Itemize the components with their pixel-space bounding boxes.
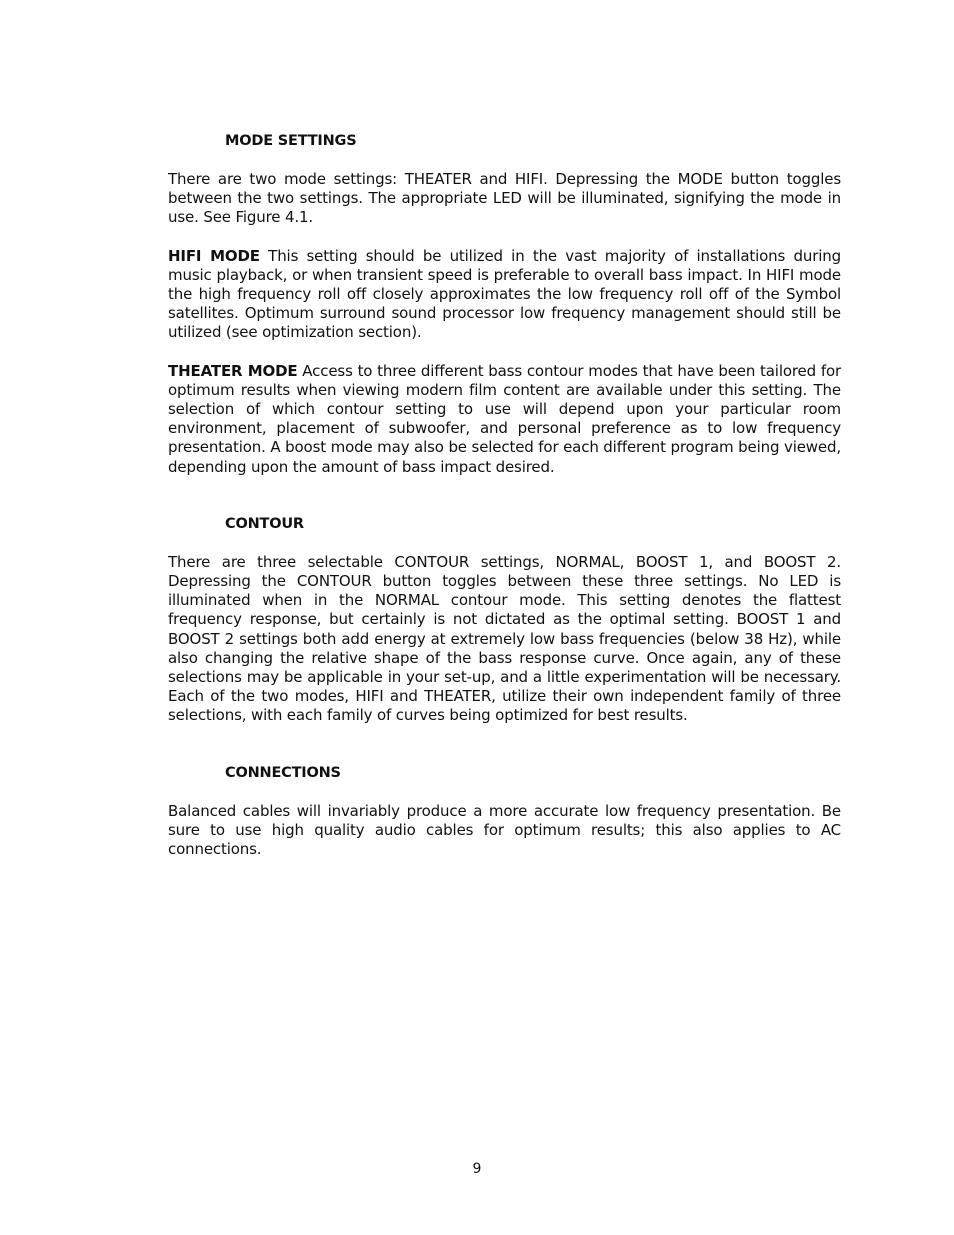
page-number: 9 bbox=[472, 1161, 482, 1177]
mode-settings-paragraph bbox=[168, 170, 841, 228]
section-heading-connections: CONNECTIONS bbox=[225, 764, 341, 781]
paragraph-text: There are three selectable CONTOUR settings, NORMAL, BOOST 1, and BOOST 2. Depressing the CONTOUR button toggles between these three settings. No LED is illuminated when in the NORMAL contour mode. This setting denotes the flattest frequency response, but certainly is not dictated as the optimal setting. BOOST 1 and BOOST 2 settings both add energy at extremely low bass frequencies (below 38 Hz), while also changing the relative shape of the bass response curve. Once again, any of these selections may be applicable in your set-up, and a little experimentation will be necessary. Each of the two modes, HIFI and THEATER, utilize their own independent family of three selections, with each family of curves being optimized for best results. bbox=[168, 552, 841, 725]
paragraph-text: Access to three different bass contour modes that have been tailored for optimum results when viewing modern film content are available under this setting. The selection of which contour setting to use will depend upon your particular room environment, placement of subwoofer, and personal preference as to low frequency presentation. A boost mode may also be selected for each different program being viewed, depending upon the amount of bass impact desired. bbox=[168, 361, 841, 476]
paragraph-text: There are two mode settings: THEATER and HIFI. Depressing the MODE button toggles between the two settings. The appropriate LED will be illuminated, signifying the mode in use. See Figure 4.1. bbox=[168, 170, 841, 227]
page-content bbox=[168, 132, 841, 859]
theater-mode-paragraph bbox=[168, 362, 841, 477]
hifi-mode-lead: HIFI MODE bbox=[168, 246, 260, 265]
theater-mode-lead: THEATER MODE bbox=[168, 361, 298, 380]
connections-paragraph bbox=[168, 802, 841, 860]
contour-paragraph bbox=[168, 553, 841, 726]
section-heading-contour: CONTOUR bbox=[225, 515, 304, 532]
paragraph-text: Balanced cables will invariably produce a more accurate low frequency presentation. Be sure to use high quality audio cables for optimum results; this also applies to AC connections. bbox=[168, 801, 841, 859]
hifi-mode-paragraph bbox=[168, 247, 841, 343]
paragraph-text: This setting should be utilized in the vast majority of installations during music playback, or when transient speed is preferable to overall bass impact. In HIFI mode the high frequency roll off closely approximates the low frequency roll off of the Symbol satellites. Optimum surround sound processor low frequency management should still be utilized (see optimization section). bbox=[168, 246, 841, 342]
section-heading-mode-settings: MODE SETTINGS bbox=[225, 133, 357, 149]
